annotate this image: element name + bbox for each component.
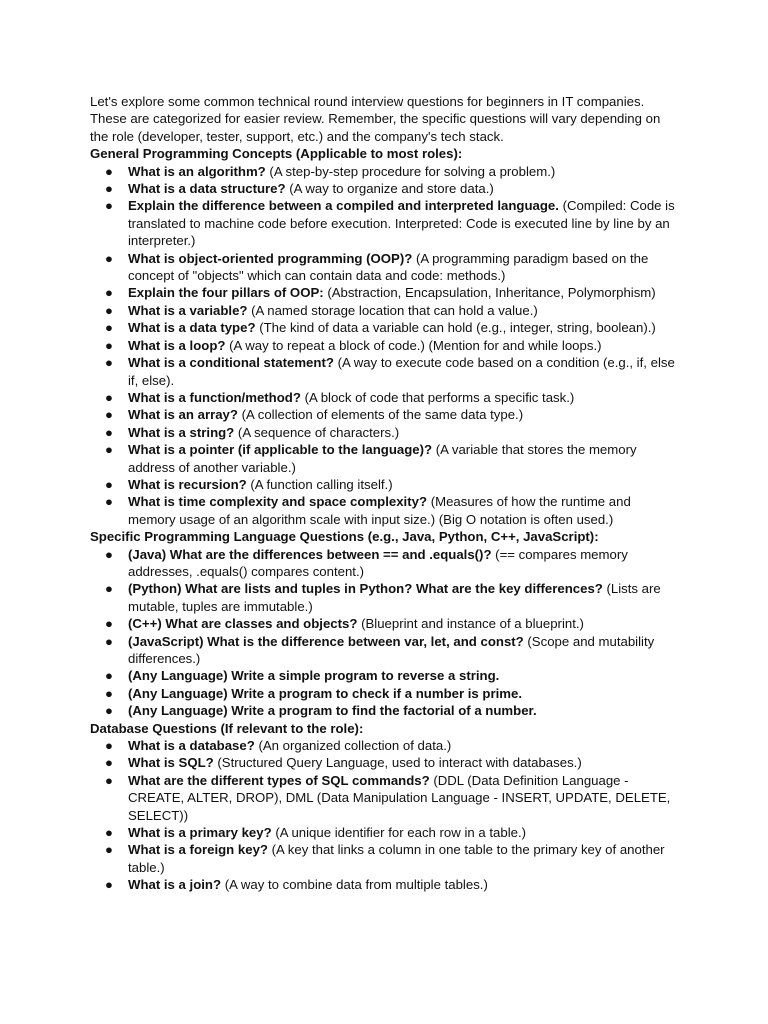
bullet-icon: ● <box>105 442 113 458</box>
bullet-icon: ● <box>105 616 113 632</box>
list-item <box>90 667 680 684</box>
question-text: Explain the difference between a compiled and interpreted language. <box>128 198 559 214</box>
bullet-icon: ● <box>105 181 113 197</box>
question-text: What is recursion? <box>128 476 247 492</box>
bullet-icon: ● <box>105 633 113 649</box>
question-text: What is an array? <box>128 407 238 423</box>
list-item <box>90 354 680 389</box>
list-item <box>90 424 680 441</box>
bullet-icon: ● <box>105 250 113 266</box>
answer-text: (Lists are mutable, tuples are immutable.) <box>128 581 661 614</box>
list-item <box>90 197 680 249</box>
answer-text: (A unique identifier for each row in a table.) <box>275 825 527 841</box>
question-text: What is time complexity and space complexity? <box>128 494 428 510</box>
bullet-icon: ● <box>105 198 113 214</box>
question-text: What is a data type? <box>128 320 256 336</box>
question-text: What is an algorithm? <box>128 163 266 179</box>
bullet-icon: ● <box>105 772 113 788</box>
question-text: (Any Language) Write a program to find the factorial of a number. <box>128 703 537 719</box>
list-item <box>90 250 680 285</box>
section-heading: General Programming Concepts (Applicable to most roles): <box>90 146 463 162</box>
list-item <box>90 841 680 876</box>
question-text: What is a primary key? <box>128 825 272 841</box>
list-item <box>90 163 680 180</box>
section-heading: Specific Programming Language Questions (e.g., Java, Python, C++, JavaScript): <box>90 529 599 545</box>
question-text: What is a foreign key? <box>128 842 268 858</box>
question-list <box>90 737 680 894</box>
bullet-icon: ● <box>105 546 113 562</box>
question-text: What are the different types of SQL commands? <box>128 772 430 788</box>
bullet-icon: ● <box>105 163 113 179</box>
list-item <box>90 685 680 702</box>
bullet-icon: ● <box>105 320 113 336</box>
list-item <box>90 876 680 893</box>
answer-text: (Measures of how the runtime and memory usage of an algorithm scale with input size.) (Big O notation is often used.) <box>128 494 631 527</box>
list-item <box>90 546 680 581</box>
answer-text: (A way to repeat a block of code.) (Mention for and while loops.) <box>229 337 602 353</box>
bullet-icon: ● <box>105 302 113 318</box>
answer-text: (Structured Query Language, used to interact with databases.) <box>217 755 582 771</box>
question-text: (Any Language) Write a simple program to reverse a string. <box>128 668 500 684</box>
answer-text: (A way to combine data from multiple tables.) <box>224 877 488 893</box>
bullet-icon: ● <box>105 389 113 405</box>
answer-text: (A named storage location that can hold a value.) <box>251 302 538 318</box>
bullet-icon: ● <box>105 476 113 492</box>
bullet-icon: ● <box>105 825 113 841</box>
bullet-icon: ● <box>105 668 113 684</box>
list-item <box>90 633 680 668</box>
bullet-icon: ● <box>105 494 113 510</box>
bullet-icon: ● <box>105 703 113 719</box>
answer-text: (Compiled: Code is translated to machine code before execution. Interpreted: Code is executed line by line by an interpreter.) <box>128 198 675 249</box>
question-text: (Python) What are lists and tuples in Python? What are the key differences? <box>128 581 603 597</box>
bullet-icon: ● <box>105 407 113 423</box>
list-item <box>90 441 680 476</box>
bullet-icon: ● <box>105 738 113 754</box>
answer-text: (A step-by-step procedure for solving a problem.) <box>269 163 556 179</box>
answer-text: (A function calling itself.) <box>250 476 393 492</box>
answer-text: (The kind of data a variable can hold (e.g., integer, string, boolean).) <box>259 320 656 336</box>
answer-text: (Scope and mutability differences.) <box>128 633 655 666</box>
bullet-icon: ● <box>105 285 113 301</box>
bullet-icon: ● <box>105 685 113 701</box>
question-text: (JavaScript) What is the difference between var, let, and const? <box>128 633 524 649</box>
question-text: (Java) What are the differences between == and .equals()? <box>128 546 492 562</box>
list-item <box>90 580 680 615</box>
bullet-icon: ● <box>105 581 113 597</box>
question-text: What is a pointer (if applicable to the language)? <box>128 442 433 458</box>
list-item <box>90 389 680 406</box>
question-text: Explain the four pillars of OOP: <box>128 285 324 301</box>
bullet-icon: ● <box>105 877 113 893</box>
list-item <box>90 476 680 493</box>
question-text: (C++) What are classes and objects? <box>128 616 358 632</box>
list-item <box>90 284 680 301</box>
intro-paragraph: Let's explore some common technical round interview questions for beginners in IT companies. These are categorized for easier review. Remember, the specific questions will vary depending on the role (developer, tester, support, etc.) and the company's tech stack. <box>90 94 661 144</box>
sections-container <box>90 145 680 893</box>
list-item <box>90 772 680 824</box>
answer-text: (A collection of elements of the same data type.) <box>241 407 524 423</box>
answer-text: (== compares memory addresses, .equals() compares content.) <box>128 546 628 579</box>
question-text: (Any Language) Write a program to check if a number is prime. <box>128 685 522 701</box>
bullet-icon: ● <box>105 842 113 858</box>
list-item <box>90 615 680 632</box>
list-item <box>90 406 680 423</box>
bullet-icon: ● <box>105 355 113 371</box>
list-item <box>90 702 680 719</box>
list-item <box>90 824 680 841</box>
answer-text: (A way to execute code based on a condition (e.g., if, else if, else). <box>128 355 675 388</box>
question-list <box>90 163 680 529</box>
question-text: What is a conditional statement? <box>128 355 334 371</box>
answer-text: (A sequence of characters.) <box>237 424 400 440</box>
answer-text: (DDL (Data Definition Language - CREATE, ALTER, DROP), DML (Data Manipulation Language - INSERT, UPDATE, DELETE, SELECT)) <box>128 772 671 823</box>
list-item <box>90 737 680 754</box>
list-item <box>90 319 680 336</box>
list-item <box>90 754 680 771</box>
list-item <box>90 180 680 197</box>
document-body <box>90 93 680 894</box>
question-text: What is a loop? <box>128 337 226 353</box>
list-item <box>90 337 680 354</box>
question-text: What is a function/method? <box>128 389 301 405</box>
question-text: What is object-oriented programming (OOP)? <box>128 250 413 266</box>
question-text: What is a join? <box>128 877 222 893</box>
answer-text: (Blueprint and instance of a blueprint.) <box>361 616 584 632</box>
answer-text: (A way to organize and store data.) <box>289 181 494 197</box>
bullet-icon: ● <box>105 755 113 771</box>
bullet-icon: ● <box>105 424 113 440</box>
question-text: What is SQL? <box>128 755 214 771</box>
bullet-icon: ● <box>105 337 113 353</box>
question-text: What is a string? <box>128 424 235 440</box>
question-text: What is a database? <box>128 738 255 754</box>
answer-text: (A programming paradigm based on the concept of "objects" which can contain data and code: methods.) <box>128 250 649 284</box>
question-text: What is a data structure? <box>128 181 286 197</box>
question-list <box>90 546 680 720</box>
list-item <box>90 493 680 528</box>
answer-text: (A key that links a column in one table to the primary key of another table.) <box>128 842 665 875</box>
answer-text: (An organized collection of data.) <box>258 738 452 754</box>
answer-text: (A block of code that performs a specific task.) <box>304 389 575 405</box>
answer-text: (Abstraction, Encapsulation, Inheritance, Polymorphism) <box>327 285 656 301</box>
answer-text: (A variable that stores the memory address of another variable.) <box>128 442 637 475</box>
list-item <box>90 302 680 319</box>
section-heading: Database Questions (If relevant to the role): <box>90 720 364 736</box>
question-text: What is a variable? <box>128 302 248 318</box>
